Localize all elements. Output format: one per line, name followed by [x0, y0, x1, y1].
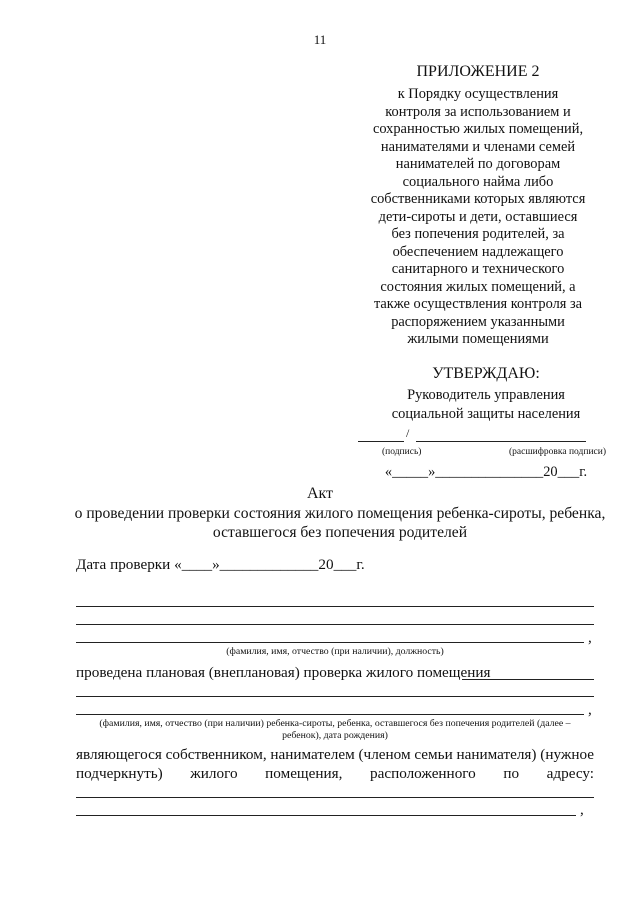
inspector-line-1[interactable] — [76, 606, 594, 607]
inspection-text: проведена плановая (внеплановая) проверка жилого помещения — [76, 664, 491, 681]
appendix-line: обеспечением надлежащего — [392, 243, 564, 260]
child-line-1[interactable] — [76, 696, 594, 697]
appendix-line: состояния жилых помещений, а — [380, 278, 576, 295]
approval-date-field[interactable]: «_____»_______________20___г. — [384, 464, 588, 480]
inspector-caption: (фамилия, имя, отчество (при наличии), должность) — [226, 646, 444, 657]
signature-caption: (подпись) — [382, 447, 422, 457]
approver-department: социальной защиты населения — [391, 406, 581, 422]
owner-text: являющегося собственником, нанимателем (членом семьи нанимателя) (нужное подчеркнуть) жилого помещения, расположенного по адресу: — [76, 746, 594, 782]
child-caption-line-1: (фамилия, имя, отчество (при наличии) ребенка-сироты, ребенка, оставшегося без попечения родителей (далее – — [99, 718, 571, 729]
child-caption-line-2: ребенок), дата рождения) — [282, 730, 388, 741]
act-title: Акт — [306, 485, 334, 502]
appendix-line: собственниками которых являются — [370, 191, 586, 207]
comma: , — [580, 801, 584, 818]
signature-field[interactable] — [356, 424, 616, 444]
signature-slash: / — [406, 426, 410, 440]
comma: , — [588, 629, 592, 646]
page-number: 11 — [313, 32, 327, 47]
approval-block — [356, 364, 616, 482]
appendix-line: контроля за использованием и — [385, 103, 571, 120]
approval-title: УТВЕРЖДАЮ: — [432, 365, 540, 382]
inspector-line-3[interactable] — [76, 642, 584, 643]
address-line-1[interactable] — [76, 797, 594, 798]
appendix-line: социального найма либо — [402, 173, 554, 190]
approver-position: Руководитель управления — [407, 387, 565, 403]
appendix-line: без попечения родителей, за — [391, 226, 565, 242]
appendix-block — [340, 62, 616, 349]
act-subtitle: о проведении проверки состояния жилого помещения ребенка-сироты, ребенка, оставшегося без попечения родителей — [74, 505, 606, 541]
appendix-line: нанимателей по договорам — [395, 156, 561, 172]
decode-caption: (расшифровка подписи) — [509, 447, 606, 457]
appendix-line: санитарного и технического — [391, 261, 565, 277]
appendix-line: также осуществления контроля за — [373, 296, 583, 312]
appendix-line: сохранностью жилых помещений, — [372, 121, 584, 137]
signature-captions — [356, 446, 616, 458]
dwelling-line[interactable] — [462, 679, 594, 680]
check-date-field[interactable]: Дата проверки «____»_____________20___г. — [76, 556, 365, 573]
appendix-line: к Порядку осуществления — [397, 86, 559, 102]
inspector-line-2[interactable] — [76, 624, 594, 625]
appendix-line: дети-сироты и дети, оставшиеся — [378, 208, 578, 225]
signature-line — [358, 441, 404, 442]
appendix-line: нанимателями и членами семей — [380, 138, 576, 155]
appendix-line: распоряжением указанными — [391, 313, 565, 330]
address-line-2[interactable] — [76, 815, 576, 816]
comma: , — [588, 701, 592, 718]
appendix-line: жилыми помещениями — [407, 331, 549, 347]
child-line-2[interactable] — [76, 714, 584, 715]
appendix-title: ПРИЛОЖЕНИЕ 2 — [416, 63, 540, 80]
signature-decode-line — [416, 441, 586, 442]
